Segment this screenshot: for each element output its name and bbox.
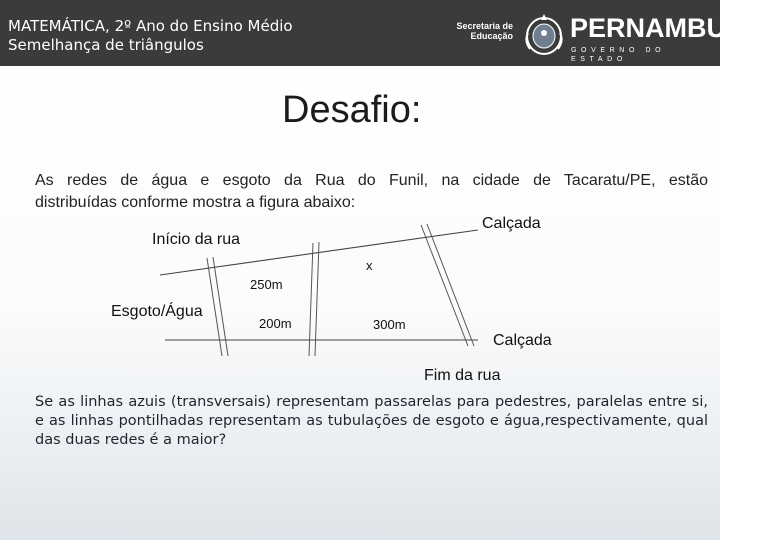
walkway-1 [207,257,228,356]
secretaria-line-2: Educação [470,31,513,41]
secretaria-line-1: Secretaria de [456,21,513,31]
label-calcada-top: Calçada [482,215,541,232]
intro-line-2: distribuídas conforme mostra a figura abaixo: [35,194,356,211]
question-text: Se as linhas azuis (transversais) representam passarelas para pedestres, paralelas entre si, e as linhas pontilhadas representam as tubulações de esgoto e água,respectivamente, qual das duas redes é a maior? [35,394,708,448]
intro-line-1: As redes de água e esgoto da Rua do Funil, na cidade de Tacaratu/PE, estão [35,172,708,189]
label-x: x [366,258,373,273]
label-fim-da-rua: Fim da rua [424,367,501,384]
walkway-2 [309,242,319,356]
subject-line-2: Semelhança de triângulos [8,36,204,54]
subject-line-1: MATEMÁTICA, 2º Ano do Ensino Médio [8,17,293,35]
label-200m: 200m [259,316,292,331]
label-esgoto-agua: Esgoto/Água [111,303,203,320]
pernambuco-wordmark: PERNAMBUCO [570,13,767,43]
label-300m: 300m [373,317,406,332]
label-inicio-da-rua: Início da rua [152,231,241,248]
governo-do-estado-wordmark: GOVERNO DO ESTADO [571,47,666,63]
label-250m: 250m [250,277,283,292]
walkway-3 [421,224,474,346]
slide-title: Desafio: [282,89,422,131]
label-calcada-bottom: Calçada [493,332,552,349]
